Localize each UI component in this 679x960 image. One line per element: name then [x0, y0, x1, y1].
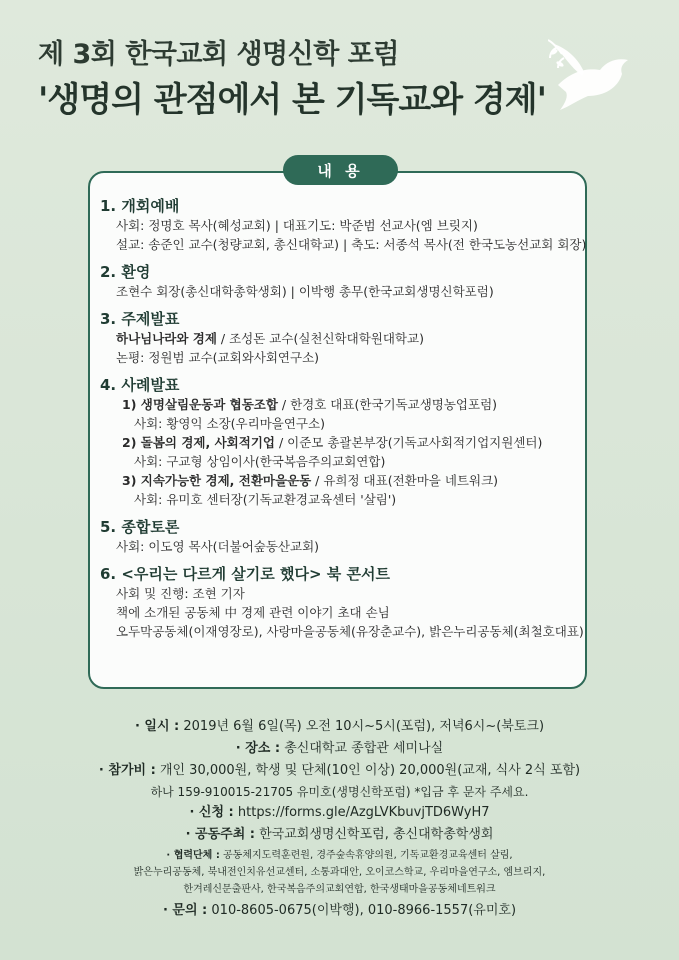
case-speaker: / 유희정 대표(전환마을 네트워크): [311, 473, 499, 488]
case-moderator: 사회: 구교형 상임이사(한국복음주의교회연합): [134, 454, 386, 469]
forum-subtitle: '생명의 관점에서 본 기독교와 경제': [38, 80, 546, 120]
date-value: 2019년 6월 6일(목) 오전 10시~5시(포럼), 저녁6시~(북토크): [183, 719, 545, 734]
topic-line: [100, 329, 580, 348]
section-title: 5. 종합토론: [100, 518, 180, 536]
forum-title: 제 3회 한국교회 생명신학 포럼: [38, 39, 399, 70]
section-title: 4. 사례발표: [100, 376, 180, 394]
apply-link[interactable]: https://forms.gle/AzgLVKbuvjTD6WyH7: [237, 805, 490, 820]
coop-label: · 협력단체 :: [166, 850, 220, 861]
account-row: 하나 159-910015-21705 유미호(생명신학포럼) *입금 후 문자 주세요.: [150, 785, 529, 799]
fee-value: 개인 30,000원, 학생 및 단체(10인 이상) 20,000원(교재, 식사 2식 포함): [159, 763, 581, 778]
section-title: 3. 주제발표: [100, 310, 180, 328]
program-badge: 내 용: [283, 155, 398, 185]
apply-row: [0, 803, 679, 823]
topic-speaker: / 조성돈 교수(실천신학대학원대학교): [216, 331, 424, 346]
place-row: [0, 739, 679, 759]
place-value: 총신대학교 종합관 세미나실: [284, 741, 444, 756]
case-moderator: 사회: 황영익 소장(우리마을연구소): [134, 416, 325, 431]
case-line: [100, 471, 580, 490]
contact-label: · 문의 :: [162, 903, 208, 918]
section-title: 2. 환영: [100, 263, 151, 281]
host-row: [0, 825, 679, 845]
coop-row: 한겨레신문출판사, 한국복음주의교회연합, 한국생태마을공동체네트워크: [183, 884, 496, 895]
program-line: 설교: 송준인 교수(청량교회, 총신대학교) | 축도: 서종석 목사(전 한국도농선교회 회장): [116, 237, 587, 252]
fee-row: [0, 761, 679, 781]
program-line: 오두막공동체(이재영장로), 사랑마을공동체(유장춘교수), 밝은누리공동체(최철호대표): [116, 624, 584, 639]
contact-value: 010-8605-0675(이박행), 010-8966-1557(유미호): [211, 903, 517, 918]
case-speaker: / 한경호 대표(한국기독교생명농업포럼): [277, 397, 498, 412]
section-title: 1. 개회예배: [100, 197, 180, 215]
contact-row: [0, 901, 679, 921]
program-line: 조현수 회장(총신대학총학생회) | 이박행 총무(한국교회생명신학포럼): [116, 284, 494, 299]
program-line: 사회: 이도영 목사(더불어숲동산교회): [116, 539, 320, 554]
event-info: [0, 717, 679, 923]
date-row: [0, 717, 679, 737]
program-line: 논평: 정원범 교수(교회와사회연구소): [116, 350, 320, 365]
host-value: 한국교회생명신학포럼, 총신대학총학생회: [259, 827, 494, 842]
program-line: 책에 소개된 공동체 中 경제 관련 이야기 초대 손님: [116, 605, 390, 620]
date-label: · 일시 :: [134, 719, 180, 734]
case-title: 1) 생명살림운동과 협동조합: [122, 397, 278, 412]
fee-label: · 참가비 :: [98, 763, 156, 778]
coop-row: [0, 847, 679, 864]
case-line: [100, 395, 580, 414]
host-label: · 공동주최 :: [185, 827, 255, 842]
apply-label: · 신청 :: [189, 805, 234, 820]
topic-title: 하나님나라와 경제: [116, 331, 217, 346]
case-title: 3) 지속가능한 경제, 전환마을운동: [122, 473, 312, 488]
section-title: 6. <우리는 다르게 살기로 했다> 북 콘서트: [100, 565, 390, 583]
case-line: [100, 433, 580, 452]
coop-value: 공동체지도력훈련원, 경주숲속휴양의원, 기독교환경교육센터 살림,: [223, 850, 513, 861]
program-list: [100, 196, 587, 641]
program-line: 사회: 정명호 목사(혜성교회) | 대표기도: 박준범 선교사(엠 브릿지): [116, 218, 478, 233]
coop-row: 밝은누리공동체, 북내전인치유선교센터, 소통과대안, 오이코스학교, 우리마을연구소, 엠브리지,: [133, 867, 546, 878]
case-moderator: 사회: 유미호 센터장(기독교환경교육센터 '살림'): [134, 492, 397, 507]
case-speaker: / 이준모 총괄본부장(기독교사회적기업지원센터): [274, 435, 543, 450]
program-line: 사회 및 진행: 조현 기자: [116, 586, 245, 601]
place-label: · 장소 :: [235, 741, 281, 756]
dove-icon: [548, 30, 636, 112]
case-title: 2) 돌봄의 경제, 사회적기업: [122, 435, 275, 450]
